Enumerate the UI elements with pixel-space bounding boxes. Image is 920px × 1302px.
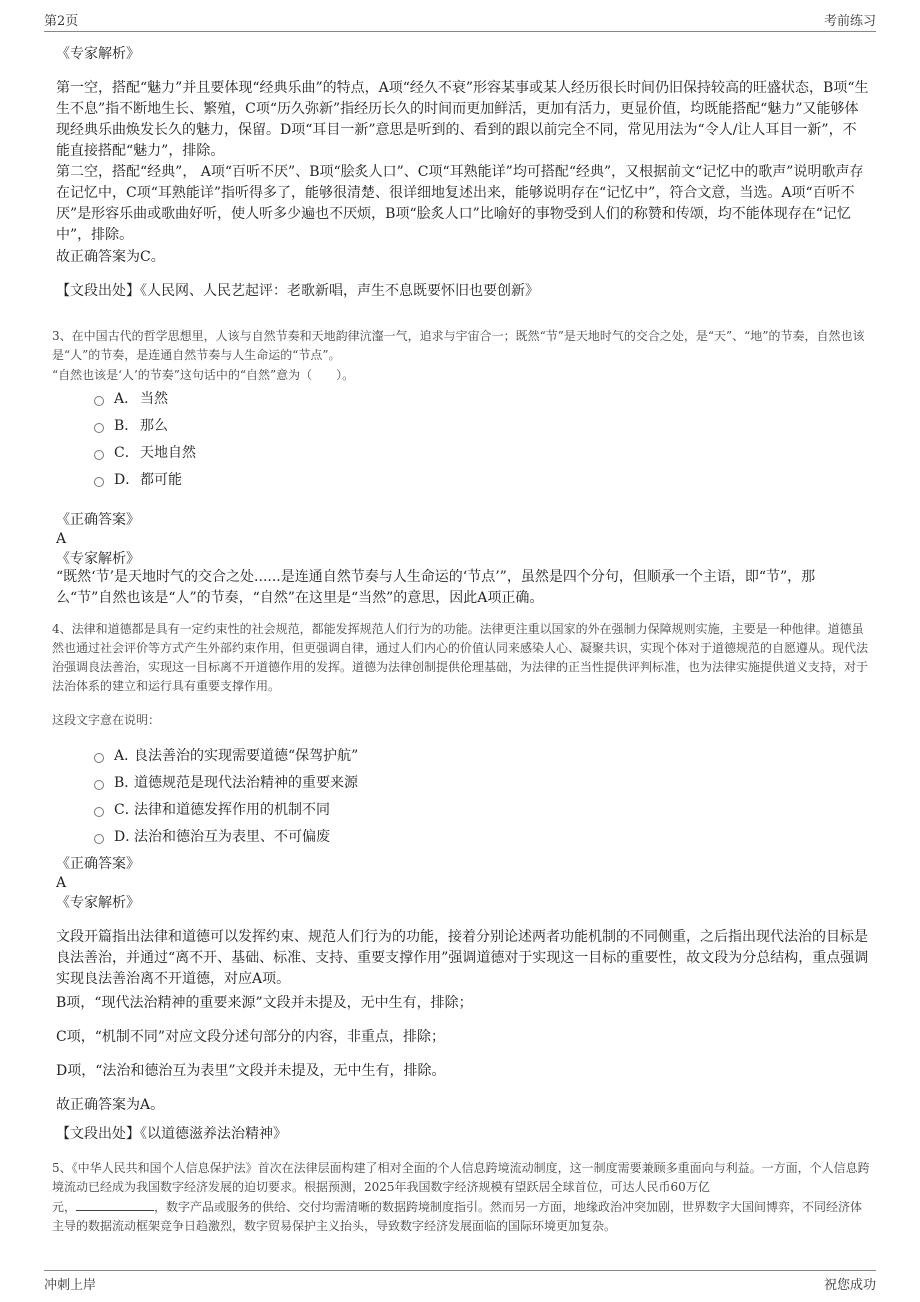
- option-letter: A．: [114, 748, 139, 764]
- q2-conclusion: 故正确答案为C。: [56, 249, 165, 265]
- option-text: 良法善治的实现需要道德“保驾护航”: [134, 748, 359, 764]
- radio-icon[interactable]: [94, 396, 104, 406]
- option-letter: B．: [114, 775, 139, 791]
- q3-option-b[interactable]: [94, 415, 168, 435]
- header-divider: [44, 31, 876, 32]
- radio-icon[interactable]: [94, 753, 104, 763]
- footer-left-label: 冲刺上岸: [44, 1278, 97, 1293]
- radio-icon[interactable]: [94, 423, 104, 433]
- option-text: 法治和德治互为表里、不可偏废: [134, 829, 330, 845]
- q4-stem: 4、法律和道德都是具有一定约束性的社会规范，都能发挥规范人们行为的功能。法律更注重以国家的外在强制力保障规则实施，主要是一种他律。道德虽然也通过社会评价等方式产生外部约束作用，但更强调自律，通过人们内心的价值认同来感染人心、凝聚共识，实现个体对于道德规范的自愿遵从。现代法治强调良法善治，实现这一目标离不开道德作用的发挥。道德为法律创制提供伦理基础，为法律的正当性提供评判标准，也为法律实施提供道义支持，对于法治体系的建立和运行具有重要支撑作用。: [52, 622, 869, 693]
- q4-answer: A: [56, 875, 67, 891]
- q5-stem-part1: 5、《中华人民共和国个人信息保护法》首次在法律层面构建了相对全面的个人信息跨境流动制度，这一制度需要兼顾多重面向与利益。一方面，个人信息跨境流动已经成为我国数字经济发展的迫切要求。根据预测，2025年我国数字经济规模有望跃居全球首位，可达人民币60万亿: [52, 1161, 870, 1194]
- option-letter: D．: [114, 829, 140, 845]
- q4-analysis-para2: B项，“现代法治精神的重要来源”文段并未提及，无中生有，排除；: [56, 995, 473, 1011]
- q4-analysis-para4: D项，“法治和德治互为表里”文段并未提及，无中生有，排除。: [56, 1063, 446, 1079]
- header-right-label: 考前练习: [823, 14, 876, 29]
- radio-icon[interactable]: [94, 450, 104, 460]
- option-text: 法律和道德发挥作用的机制不同: [134, 802, 330, 818]
- q4-analysis-para1: 文段开篇指出法律和道德可以发挥约束、规范人们行为的功能，接着分别论述两者功能机制的不同侧重，之后指出现代法治的目标是良法善治，并通过“离不开、基础、标准、支持、重要支撑作用”强调道德对于实现这一目标的重要性，故文段为分总结构，重点强调实现良法善治离不开道德，对应A项。: [56, 929, 869, 987]
- page-number: 第2页: [44, 14, 79, 29]
- q3-option-a[interactable]: [94, 388, 168, 408]
- radio-icon[interactable]: [94, 477, 104, 487]
- option-text: 那么: [140, 418, 168, 434]
- q4-option-d[interactable]: [94, 826, 330, 846]
- q4-analysis-para3: C项，“机制不同”对应文段分述句部分的内容，非重点，排除；: [56, 1029, 446, 1045]
- option-letter: A．: [114, 391, 139, 407]
- radio-icon[interactable]: [94, 807, 104, 817]
- q3-answer: A: [56, 531, 67, 547]
- radio-icon[interactable]: [94, 780, 104, 790]
- q4-answer-label: 《正确答案》: [56, 856, 140, 872]
- footer-divider: [44, 1270, 876, 1271]
- q3-option-d[interactable]: [94, 469, 182, 489]
- q4-conclusion: 故正确答案为A。: [56, 1097, 165, 1113]
- option-letter: D．: [114, 472, 140, 488]
- option-text: 天地自然: [140, 445, 196, 461]
- q4-option-b[interactable]: [94, 772, 358, 792]
- option-text: 道德规范是现代法治精神的重要来源: [134, 775, 358, 791]
- q2-analysis-para2: 第二空，搭配“经典”， A项“百听不厌”、B项“脍炙人口”、C项“耳熟能详”均可搭配“经典”，又根据前文“记忆中的歌声”说明歌声存在记忆中，C项“耳熟能详”指听得多了，能够很清楚、很详细地复述出来，能够说明存在“记忆中”，符合文意，当选。A项“百听不厌”是形容乐曲或歌曲好听，使人听多少遍也不厌烦，B项“脍炙人口”比喻好的事物受到人们的称赞和传颂，均不能体现存在“记忆中”，排除。: [56, 164, 864, 243]
- q2-analysis-para1: 第一空，搭配“魅力”并且要体现“经典乐曲”的特点，A项“经久不衰”形容某事或某人经历很长时间仍旧保持较高的旺盛状态，B项“生生不息”指不断地生长、繁殖，C项“历久弥新”指经历长久的时间而更加鲜活，更加有活力，更显价值，均既能搭配“魅力”又能够体现经典乐曲焕发长久的魅力，保留。D项“耳目一新”意思是听到的、看到的跟以前完全不同，常见用法为“令人/让人耳目一新”，不能直接搭配“魅力”，排除。: [56, 80, 869, 159]
- option-letter: B．: [114, 418, 139, 434]
- q2-source: 【文段出处】《人民网、人民艺起评：老歌新唱，声生不息既要怀旧也要创新》: [56, 283, 539, 299]
- q3-stem: 3、在中国古代的哲学思想里，人该与自然节奏和天地韵律沆瀣一气，追求与宇宙合一；既然“节”是天地时气的交合之处，是“天”、“地”的节奏，自然也该是“人”的节奏，是连通自然节奏与人生命运的“节点”。: [52, 329, 865, 362]
- footer-right-label: 祝您成功: [823, 1278, 876, 1293]
- q4-option-a[interactable]: [94, 745, 358, 765]
- option-text: 都可能: [140, 472, 182, 488]
- q4-source: 【文段出处】《以道德滋养法治精神》: [56, 1126, 287, 1142]
- option-text: 当然: [140, 391, 168, 407]
- q3-analysis-label: 《专家解析》: [56, 551, 140, 567]
- q4-analysis-label: 《专家解析》: [56, 895, 140, 911]
- q3-answer-label: 《正确答案》: [56, 512, 140, 528]
- q3-question: “自然也该是‘人’的节奏”这句话中的“自然”意为（ ）。: [52, 368, 355, 382]
- q3-option-c[interactable]: [94, 442, 196, 462]
- fill-blank[interactable]: [76, 1197, 154, 1211]
- q5-stem-part2: [52, 1197, 870, 1236]
- option-letter: C．: [114, 802, 139, 818]
- q5-stem-rest: ，数字产品或服务的供给、交付均需清晰的数据跨境制度指引。然而另一方面，地缘政治冲突加剧，世界数字大国间博弈，不同经济体主导的数据流动框架竞争日趋激烈，数字贸易保护主义抬头，导致数字经济发展面临的国际环境更加复杂。: [52, 1200, 863, 1233]
- q4-option-c[interactable]: [94, 799, 330, 819]
- option-letter: C．: [114, 445, 139, 461]
- q2-analysis-label: 《专家解析》: [56, 46, 140, 62]
- q5-stem-lead: 元，: [52, 1200, 77, 1214]
- radio-icon[interactable]: [94, 834, 104, 844]
- q4-question: 这段文字意在说明：: [52, 713, 161, 727]
- q3-analysis: “既然‘节’是天地时气的交合之处......是连通自然节奏与人生命运的‘节点’”，虽然是四个分句，但顺承一个主语，即“节”，那么“节”自然也该是“人”的节奏，“自然”在这里是“当然”的意思，因此A项正确。: [56, 569, 816, 606]
